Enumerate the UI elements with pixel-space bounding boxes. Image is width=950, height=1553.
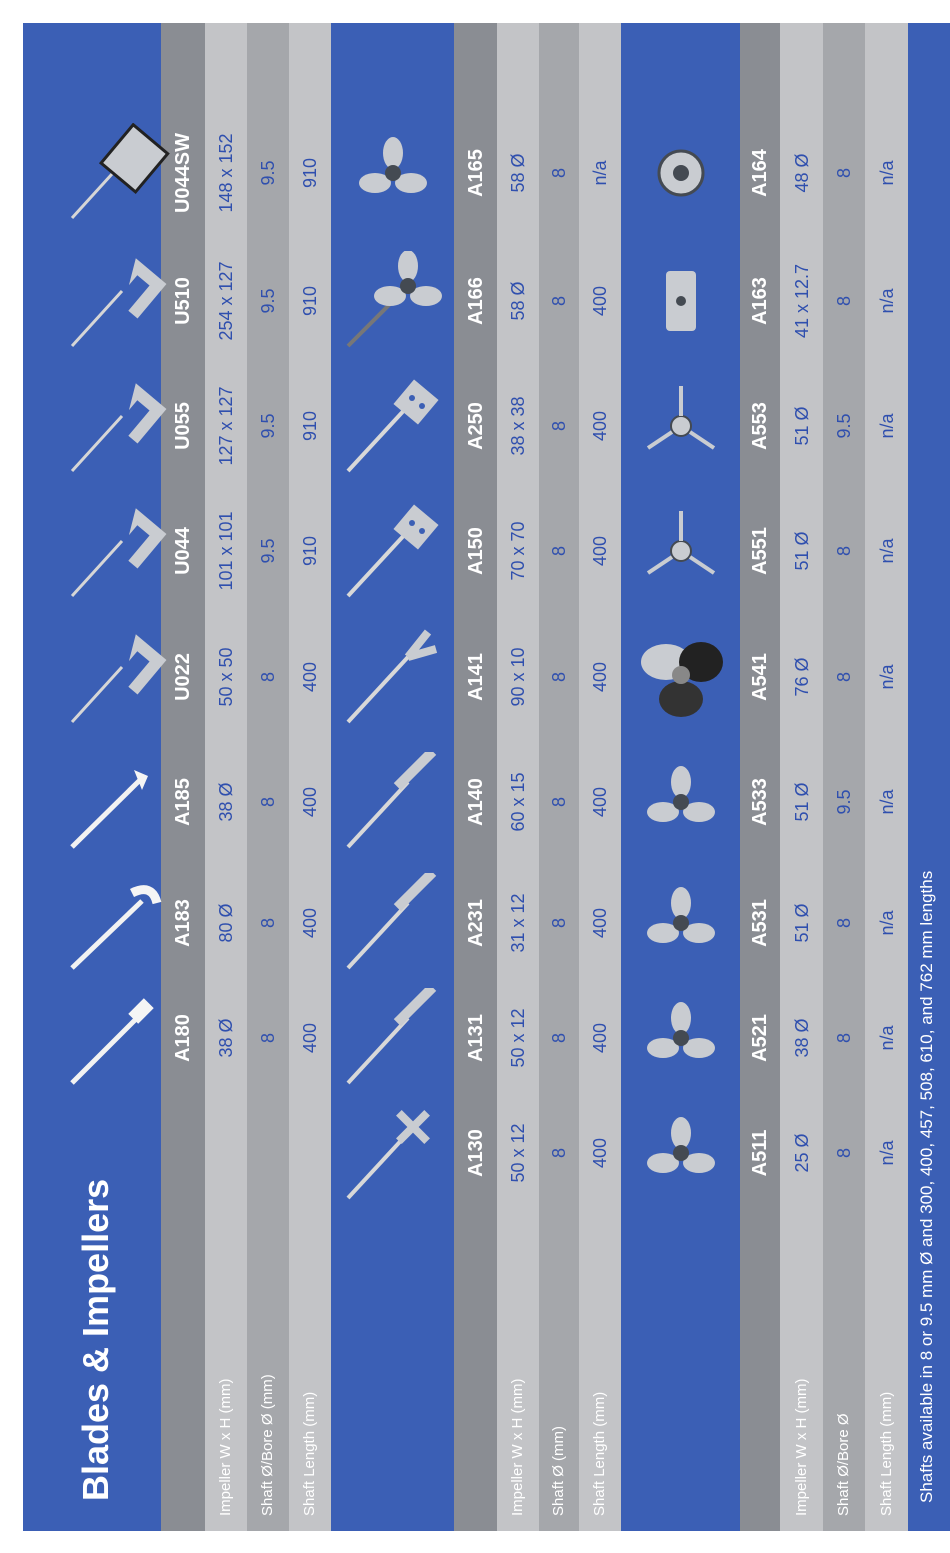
product-code: A180 — [172, 1014, 194, 1062]
shaft-length-cell — [865, 741, 908, 863]
product-code: A553 — [749, 401, 771, 450]
product-code-cell — [454, 238, 497, 363]
impeller-size: 48 Ø — [791, 153, 812, 193]
shaft-length: 400 — [590, 285, 610, 316]
product-code-cell — [454, 488, 497, 613]
shaft-diameter: 8 — [834, 671, 854, 683]
impeller-size: 70 x 70 — [508, 520, 528, 581]
shaft-length: 910 — [300, 535, 320, 566]
shaft-diameter: 9.5 — [834, 789, 854, 815]
footer-note: Shafts available in 8 or 9.5 mm Ø and 300, 400, 457, 508, 610, and 762 mm lengths — [917, 870, 936, 1503]
shaft-length: n/a — [876, 537, 897, 564]
shaft-diameter-cell — [539, 108, 579, 238]
shaft-length: 400 — [590, 786, 610, 818]
product-code-cell — [740, 363, 780, 488]
product-code-cell — [454, 741, 497, 863]
product-code-cell — [454, 613, 497, 741]
row-label: Shaft Ø/Bore Ø (mm) — [259, 1374, 276, 1516]
shaft-length: 910 — [300, 410, 320, 441]
row-label: Shaft Ø (mm) — [550, 1425, 567, 1516]
impeller-size-cell — [497, 741, 539, 863]
product-code: U044 — [172, 526, 194, 575]
impeller-size-cell — [205, 363, 247, 488]
flat-blade-icon — [331, 863, 454, 983]
propeller-icon — [621, 741, 740, 863]
shaft-diameter: 9.5 — [258, 537, 278, 564]
product-code-cell — [161, 983, 205, 1093]
impeller-size-cell — [497, 238, 539, 363]
impeller-size-cell — [205, 238, 247, 363]
u-blade-icon — [73, 363, 161, 488]
product-code: A250 — [464, 401, 487, 450]
shaft-diameter: 9.5 — [258, 160, 278, 186]
shaft-diameter: 9.5 — [258, 412, 278, 439]
shaft-diameter-cell — [247, 488, 289, 613]
shaft-length: n/a — [876, 412, 897, 439]
shaft-length: 400 — [300, 907, 320, 939]
shaft-diameter-cell — [247, 108, 289, 238]
shaft-diameter-cell — [823, 983, 865, 1093]
product-code: A541 — [749, 653, 771, 701]
propeller-icon — [621, 863, 740, 983]
row-label: Impeller W x H (mm) — [217, 1378, 234, 1516]
product-code: U055 — [172, 401, 194, 450]
row-label: Shaft Length (mm) — [877, 1391, 895, 1516]
shaft-diameter: 8 — [549, 917, 569, 929]
shaft-diameter: 9.5 — [834, 412, 854, 439]
impeller-size: 148 x 152 — [216, 133, 236, 213]
product-code: A164 — [749, 149, 771, 197]
impeller-size-cell — [780, 741, 823, 863]
shaft-length-cell — [865, 488, 908, 613]
product-code-cell — [740, 741, 780, 863]
impeller-size: 51 Ø — [791, 782, 812, 822]
shaft-length: 910 — [300, 285, 320, 316]
shaft-length-cell — [579, 983, 621, 1093]
shaft-length: n/a — [876, 287, 897, 314]
shaft-length: n/a — [876, 664, 897, 690]
product-code-cell — [161, 238, 205, 363]
shaft-length-cell — [289, 741, 331, 863]
product-code-cell — [740, 488, 780, 613]
shaft-length-cell — [289, 863, 331, 983]
v-blade-icon — [331, 613, 454, 741]
product-code-cell — [454, 363, 497, 488]
shaft-length-cell — [865, 983, 908, 1093]
plate-blade-icon — [331, 363, 454, 488]
impeller-size: 41 x 12.7 — [791, 263, 812, 338]
shaft-length-cell — [579, 613, 621, 741]
impeller-size: 31 x 12 — [508, 893, 528, 953]
impeller-size-cell — [497, 1093, 539, 1213]
product-code-cell — [161, 363, 205, 488]
product-code-cell — [740, 1093, 780, 1213]
propeller-icon — [331, 108, 454, 238]
impeller-size-cell — [497, 613, 539, 741]
product-code-cell — [161, 741, 205, 863]
turbine-icon — [621, 363, 740, 488]
shaft-diameter-cell — [247, 863, 289, 983]
plastic-paddle-icon — [73, 983, 161, 1093]
shaft-length-cell — [289, 613, 331, 741]
page-title: Blades & Impellers — [75, 1178, 116, 1501]
shaft-diameter-cell — [247, 983, 289, 1093]
product-code: A141 — [464, 653, 487, 701]
shaft-diameter: 8 — [549, 295, 569, 306]
shaft-length-cell — [865, 1093, 908, 1213]
impeller-size: 76 Ø — [791, 657, 812, 697]
product-code: A131 — [464, 1014, 487, 1062]
product-code-cell — [740, 108, 780, 238]
impeller-size-cell — [205, 863, 247, 983]
product-code-cell — [740, 238, 780, 363]
shaft-length-cell — [865, 238, 908, 363]
shaft-length: n/a — [590, 160, 610, 186]
impeller-size: 50 x 50 — [216, 647, 236, 707]
impeller-size-cell — [780, 488, 823, 613]
flat-blade-icon — [331, 983, 454, 1093]
shaft-length: n/a — [876, 160, 897, 186]
product-code-cell — [161, 863, 205, 983]
shaft-length-cell — [289, 488, 331, 613]
shaft-diameter-cell — [539, 488, 579, 613]
shaft-length-cell — [289, 983, 331, 1093]
shaft-length-cell — [579, 363, 621, 488]
shaft-length: n/a — [876, 910, 897, 936]
shaft-length: 400 — [300, 661, 320, 693]
propeller-shaft-icon — [331, 238, 454, 363]
shaft-diameter: 8 — [549, 1147, 569, 1159]
impeller-size: 58 Ø — [508, 280, 528, 321]
shaft-length: 400 — [300, 786, 320, 818]
hub-icon — [621, 238, 740, 363]
shaft-diameter: 8 — [258, 671, 278, 683]
product-code: U022 — [172, 653, 194, 701]
impeller-size-cell — [780, 613, 823, 741]
impeller-size: 51 Ø — [791, 903, 812, 943]
shaft-length-cell — [865, 613, 908, 741]
product-code: A551 — [749, 526, 771, 575]
product-code-cell — [161, 613, 205, 741]
shaft-length: 400 — [590, 410, 610, 441]
impeller-size: 127 x 127 — [216, 385, 236, 466]
impeller-size-cell — [780, 108, 823, 238]
blades-impellers-sheet — [23, 23, 950, 1531]
shaft-diameter: 8 — [834, 917, 854, 929]
shaft-diameter-cell — [823, 108, 865, 238]
impeller-size: 38 Ø — [216, 1018, 236, 1058]
shaft-diameter-cell — [247, 741, 289, 863]
shaft-length: 400 — [590, 907, 610, 939]
shaft-diameter-cell — [539, 238, 579, 363]
flat-blade-icon — [331, 741, 454, 863]
u-blade-icon — [73, 238, 161, 363]
product-code: A150 — [464, 526, 487, 575]
impeller-size: 90 x 10 — [508, 647, 528, 707]
impeller-size: 60 x 15 — [508, 772, 528, 832]
shaft-length: 400 — [590, 661, 610, 693]
shaft-diameter-cell — [823, 613, 865, 741]
impeller-size-cell — [205, 741, 247, 863]
product-code: A531 — [749, 899, 771, 947]
impeller-size: 80 Ø — [216, 903, 236, 943]
shaft-diameter: 8 — [834, 545, 854, 556]
shaft-length: 400 — [590, 535, 610, 566]
row-label: Impeller W x H (mm) — [792, 1378, 810, 1516]
row-label: Shaft Length (mm) — [591, 1391, 608, 1516]
shaft-length-cell — [289, 238, 331, 363]
impeller-size-cell — [497, 983, 539, 1093]
shaft-diameter: 8 — [549, 167, 569, 179]
shaft-length: 400 — [300, 1022, 320, 1054]
shaft-diameter-cell — [539, 741, 579, 863]
shaft-length-cell — [289, 108, 331, 238]
product-code: U510 — [172, 276, 194, 325]
shaft-length: n/a — [876, 1140, 897, 1166]
shaft-diameter-cell — [823, 488, 865, 613]
shaft-length-cell — [865, 363, 908, 488]
plastic-propeller-icon — [73, 741, 161, 863]
product-code: A185 — [172, 778, 194, 826]
shaft-diameter: 8 — [549, 420, 569, 431]
impeller-size-cell — [205, 488, 247, 613]
plastic-anchor-icon — [73, 863, 161, 983]
impeller-size: 51 Ø — [791, 405, 812, 446]
shaft-length-cell — [579, 488, 621, 613]
impeller-size: 51 Ø — [791, 530, 812, 571]
product-code: A183 — [172, 899, 194, 947]
shaft-length: n/a — [876, 789, 897, 815]
shaft-length-cell — [579, 863, 621, 983]
impeller-size-cell — [780, 363, 823, 488]
shaft-diameter-cell — [539, 363, 579, 488]
u-blade-icon — [73, 488, 161, 613]
ring-turbine-icon — [621, 108, 740, 238]
shaft-diameter-cell — [247, 613, 289, 741]
product-code-cell — [454, 863, 497, 983]
cross-blade-icon — [331, 1093, 454, 1213]
impeller-size-cell — [497, 108, 539, 238]
shaft-diameter: 8 — [258, 796, 278, 808]
shaft-diameter: 8 — [549, 796, 569, 808]
shaft-diameter-cell — [539, 613, 579, 741]
u-blade-icon — [73, 613, 161, 741]
shaft-diameter-cell — [539, 983, 579, 1093]
shaft-diameter: 8 — [834, 167, 854, 179]
shaft-diameter: 8 — [258, 917, 278, 929]
impeller-size-cell — [497, 363, 539, 488]
large-propeller-icon — [621, 613, 740, 741]
shaft-diameter-cell — [247, 363, 289, 488]
impeller-size: 101 x 101 — [216, 510, 236, 591]
shaft-length-cell — [579, 108, 621, 238]
impeller-size-cell — [780, 238, 823, 363]
shaft-diameter-cell — [247, 238, 289, 363]
shaft-length-cell — [579, 741, 621, 863]
shaft-length: n/a — [876, 1025, 897, 1051]
product-code-cell — [454, 108, 497, 238]
impeller-size: 38 x 38 — [508, 395, 528, 456]
shaft-length: 910 — [300, 157, 320, 189]
product-code: A231 — [464, 899, 487, 947]
product-code-cell — [454, 1093, 497, 1213]
impeller-size: 58 Ø — [508, 153, 528, 193]
product-code: A166 — [464, 276, 487, 325]
impeller-size: 25 Ø — [791, 1133, 812, 1173]
shaft-diameter-cell — [823, 863, 865, 983]
propeller-icon — [621, 983, 740, 1093]
shaft-diameter: 8 — [834, 1032, 854, 1044]
impeller-size: 38 Ø — [791, 1018, 812, 1058]
shaft-diameter: 8 — [258, 1032, 278, 1044]
shaft-diameter: 8 — [549, 545, 569, 556]
impeller-size-cell — [205, 108, 247, 238]
shaft-diameter: 8 — [549, 671, 569, 683]
shaft-length: 400 — [590, 1137, 610, 1169]
shaft-length: 400 — [590, 1022, 610, 1054]
product-code: A165 — [464, 149, 487, 197]
product-code: A521 — [749, 1014, 771, 1062]
impeller-size-cell — [780, 983, 823, 1093]
impeller-size-cell — [205, 613, 247, 741]
shaft-diameter-cell — [823, 238, 865, 363]
product-code: A140 — [464, 778, 487, 826]
impeller-size-cell — [780, 863, 823, 983]
shaft-length-cell — [579, 1093, 621, 1213]
product-code: A511 — [749, 1129, 771, 1177]
row-label: Shaft Length (mm) — [301, 1391, 318, 1516]
shaft-diameter: 8 — [834, 295, 854, 306]
sweeper-blade-icon — [73, 108, 161, 238]
impeller-size: 38 Ø — [216, 782, 236, 822]
impeller-size: 50 x 12 — [508, 1123, 528, 1183]
product-code: A163 — [749, 276, 771, 325]
shaft-length-cell — [579, 238, 621, 363]
impeller-size-cell — [497, 488, 539, 613]
product-code-cell — [740, 983, 780, 1093]
impeller-size: 50 x 12 — [508, 1008, 528, 1068]
product-code: A130 — [464, 1129, 487, 1177]
product-code: A533 — [749, 778, 771, 826]
plate-blade-icon — [331, 488, 454, 613]
row-label: Shaft Ø/Bore Ø — [835, 1413, 852, 1516]
shaft-diameter: 9.5 — [258, 287, 278, 314]
product-code-cell — [740, 613, 780, 741]
shaft-diameter-cell — [823, 363, 865, 488]
product-code-cell — [161, 488, 205, 613]
turbine-icon — [621, 488, 740, 613]
product-code-cell — [740, 863, 780, 983]
impeller-size-cell — [780, 1093, 823, 1213]
product-code-cell — [161, 108, 205, 238]
impeller-size-cell — [205, 983, 247, 1093]
shaft-diameter-cell — [823, 1093, 865, 1213]
product-code-cell — [454, 983, 497, 1093]
impeller-size-cell — [497, 863, 539, 983]
shaft-diameter-cell — [823, 741, 865, 863]
row-label: Impeller W x H (mm) — [509, 1378, 526, 1516]
product-code: U044SW — [172, 132, 194, 214]
shaft-length-cell — [289, 363, 331, 488]
shaft-diameter-cell — [539, 1093, 579, 1213]
shaft-diameter-cell — [539, 863, 579, 983]
shaft-diameter: 8 — [834, 1147, 854, 1159]
shaft-length-cell — [865, 108, 908, 238]
impeller-size: 254 x 127 — [216, 260, 236, 341]
propeller-icon — [621, 1093, 740, 1213]
shaft-length-cell — [865, 863, 908, 983]
shaft-diameter: 8 — [549, 1032, 569, 1044]
